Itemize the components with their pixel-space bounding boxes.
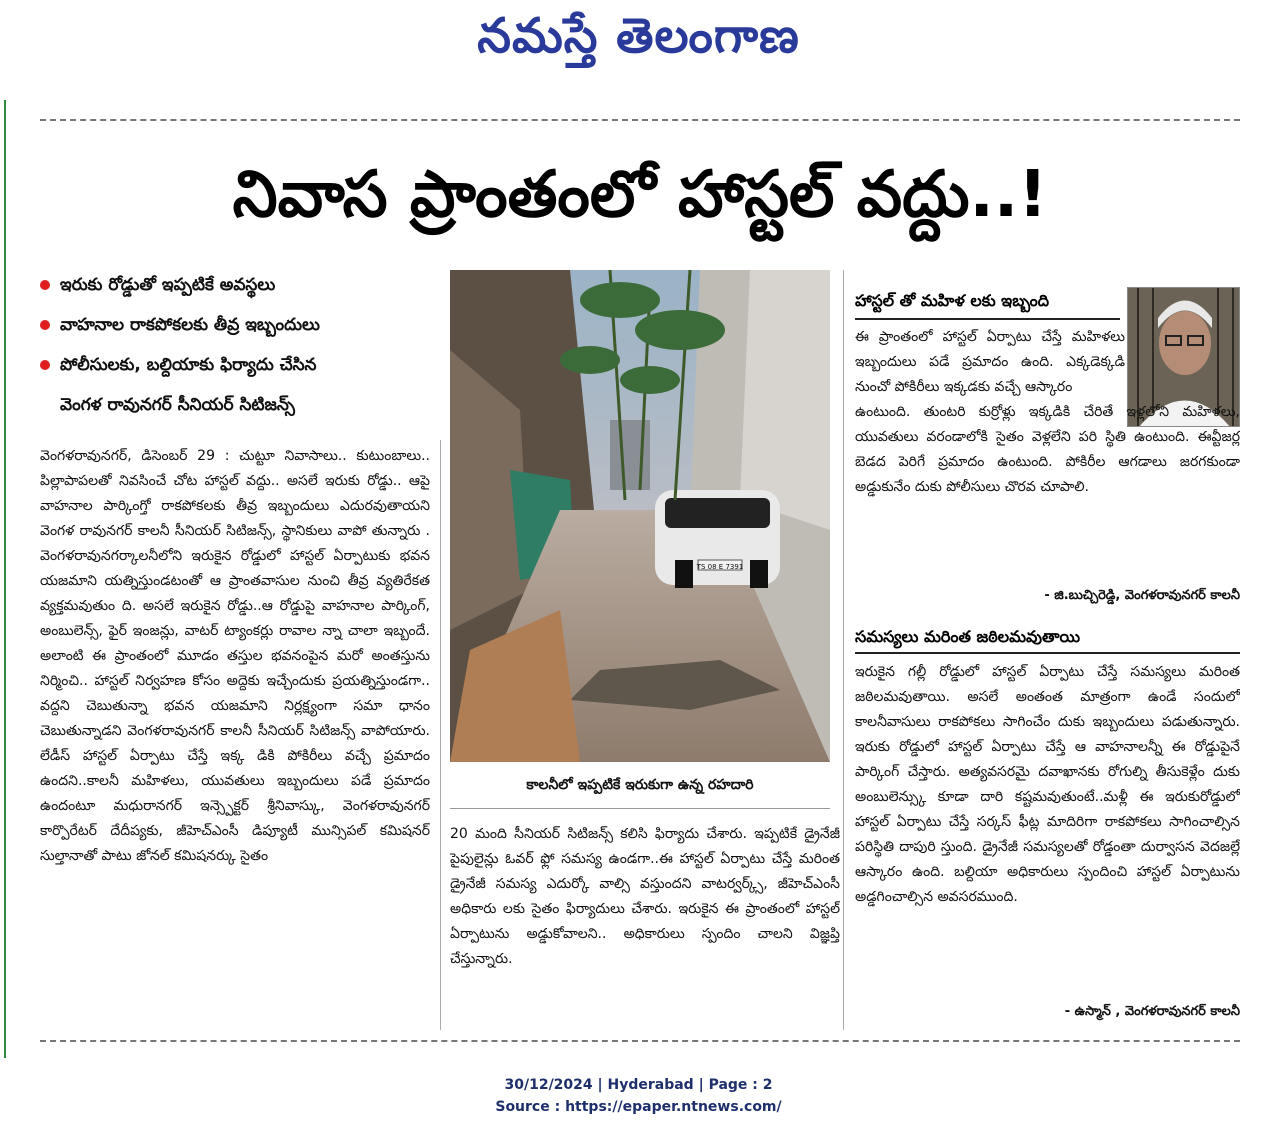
bullet-dot-icon [40, 280, 50, 290]
bullet-dot-icon [40, 360, 50, 370]
footer [0, 1074, 1277, 1118]
quote2-body: ఇరుకైన గల్లీ రోడ్డులో హాస్టల్ ఏర్పాటు చేస్తే సమస్యలు మరింత జఠిలమవుతాయి. అసలే అంతంత మాత్రంగా ఉండే సందులో కాలనీవాసులు రాకపోకలు సాగించేం దుకు ఇబ్బందులు పడుతున్నారు. ఇరుకు రోడ్డులో హాస్టల్ ఏర్పాటు చేస్తే ఆ వాహనాలన్నీ ఈ రోడ్డుపైనే పార్కింగ్ చేస్తారు. అత్యవసరమై దవాఖానకు రోగుల్ని తీసుకెళ్లేం దుకు అంబులెన్స్కు కూడా దారి కష్టమవుతుంటే..మళ్లీ ఈ ఇరుకురోడ్డులో హాస్టల్ ఏర్పాటు చేస్తే సర్కస్ ఫీట్ల మాదిరిగా రాకపోకలు సాగించాల్సిన పరిస్థితి దాపురి స్తుంది. డ్రైనేజీ సమస్యలతో రోడ్డంతా దుర్వాసన వెదజల్లే ఆస్కారం ఉంది. బల్దియా అధికారులు స్పందించి హాస్టల్ ఏర్పాటును అడ్డగించాల్సిన అవసరముంది. [855, 664, 1240, 905]
masthead [0, 0, 1277, 80]
footer-source-link[interactable]: Source : https://epaper.ntnews.com/ [495, 1099, 782, 1115]
quote1-heading: హాస్టల్ తో మహిళ లకు ఇబ్బంది [855, 291, 1050, 310]
bullet-item: వాహనాల రాకపోకలకు తీవ్ర ఇబ్బందులు [40, 310, 430, 340]
footer-date-line: 30/12/2024 | Hyderabad | Page : 2 [504, 1077, 773, 1093]
bullet-list [40, 270, 430, 420]
bottom-divider [40, 1040, 1240, 1042]
caption-divider [450, 808, 830, 809]
quote2-heading: సమస్యలు మరింత జఠిలమవుతాయి [855, 627, 1081, 646]
quote2-credit: - ఉస్మాన్ , వెంగళరావునగర్ కాలనీ [1064, 1004, 1240, 1019]
masthead-logo: నమస్తే తెలంగాణ [477, 8, 800, 64]
quote1-heading-rule [855, 318, 1120, 320]
top-divider [40, 119, 1240, 121]
bullet-dot-icon [40, 320, 50, 330]
quote1-body [855, 325, 1240, 585]
bullet-item: ఇరుకు రోడ్డుతో ఇప్పటికే అవస్థలు [40, 270, 430, 300]
bullet-continuation: వెంగళ రావునగర్ సీనియర్ సిటిజన్స్ [60, 395, 295, 415]
margin-line [4, 100, 6, 1058]
quote1-text-full: ఉంటుంది. తుంటరి కుర్రోళ్లు ఇక్కడికి చేరితే ఇళ్లలోని మహిళలు, యువతులు వరండాలోకి సైతం వెళ్లలేని పరి స్థితి ఉంటుంది. ఈవ్టీజర్ల బెడద పెరిగే ప్రమాదం ఉంటుంది. పోకిరీల ఆగడాలు జరగకుండా అడ్డుకునేం దుకు పోలీసులు చొరవ చూపాలి. [855, 404, 1240, 495]
middle-article: 20 మంది సీనియర్ సిటిజన్స్ కలిసి ఫిర్యాదు చేశారు. ఇప్పటికే డ్రైనేజీ పైపులైన్లు ఓవర్ ఫ్లో సమస్య ఉండగా..ఈ హాస్టల్ ఏర్పాటు చేస్తే మరింత డ్రైనేజీ సమస్య ఎదుర్కో వాల్సి వస్తుందని వాటర్వర్క్స్, జీహెచ్ఎంసీ అధికారు లకు సైతం ఫిర్యాదులు చేశారు. ఇరుకైన ఈ ప్రాంతంలో హాస్టల్ ఏర్పాటును అడ్డుకోవాలని.. అధికారులు స్పందిం చాలని విజ్ఞప్తి చేస్తున్నారు. [450, 826, 840, 967]
license-plate: TS 08 E 7391 [696, 563, 744, 571]
photo-caption: కాలనీలో ఇప్పటికే ఇరుకుగా ఉన్న రహదారి [526, 777, 754, 793]
quote2-heading-rule [855, 652, 1240, 654]
street-photo [450, 270, 830, 762]
quote1-credit: - జి.బుచ్చిరెడ్డి, వెంగళరావునగర్ కాలనీ [1044, 588, 1240, 603]
column-divider [440, 440, 441, 1030]
column-divider [843, 270, 844, 1030]
left-article: వెంగళరావునగర్, డిసెంబర్ 29 : చుట్టూ నివాసాలు.. కుటుంబాలు.. పిల్లాపాపలతో నివసించే చోట హాస్టల్ వద్దు.. అసలే ఇరుకు రోడ్డు.. ఆపై వాహనాల పార్కింగ్తో రాకపోకలకు తీవ్ర ఇబ్బందులు ఎదురవుతాయని వెంగళ రావునగర్ కాలనీ సీనియర్ సిటిజన్స్, స్థానికులు వాపో తున్నారు . వెంగళరావునగర్కాలనీలోని ఇరుకైన రోడ్డులో హాస్టల్ ఏర్పాటుకు భవన యజమాని యత్నిస్తుండటంతో ఆ ప్రాంతవాసుల నుంచి తీవ్ర వ్యతిరేకత వ్యక్తమవుతుం ది. అసలే ఇరుకైన రోడ్డు..ఆ రోడ్డుపై వాహనాల పార్కింగ్, అంబులెన్స్, ఫైర్ ఇంజన్లు, వాటర్ ట్యాంకర్లు రావాల న్నా చాలా ఇబ్బందే. అలాంటి ఈ ప్రాంతంలో మూడం తస్తుల భవనంపైన మరో అంతస్తును నిర్మించి.. హాస్టల్ నిర్వహణ కోసం అద్దెకు ఇచ్చేందుకు ప్రయత్నిస్తుండగా.. వద్దని చెబుతున్నా భవన యజమాని నిర్లక్ష్యంగా సమా ధానం చెబుతున్నాడని వెంగళరావునగర్ కాలనీ సీనియర్ సిటిజన్స్ వాపోయారు. లేడీస్ హాస్టల్ ఏర్పాటు చేస్తే ఇక్క డికి పోకిరీలు వచ్చే ప్రమాదం ఉందని..కాలనీ మహిళలు, యువతులు ఇబ్బందులు పడే ప్రమాదం ఉందంటూ మధురానగర్ ఇన్స్పెక్టర్ శ్రీనివాస్కు, వెంగళరావునగర్ కార్పొరేటర్ దేదీప్యకు, జీహెచ్ఎంసీ డిప్యూటీ మున్సిపల్ కమిషనర్ సుల్తానాతో పాటు జోనల్ కమిషనర్కు సైతం [40, 448, 430, 864]
headline: నివాస ప్రాంతంలో హాస్టల్ వద్దు..! [232, 158, 1048, 232]
bullet-item: పోలీసులకు, బల్దియాకు ఫిర్యాదు చేసిన [40, 350, 430, 380]
quote1-text-wrap: ఈ ప్రాంతంలో హాస్టల్ ఏర్పాటు చేస్తే మహిళలు ఇబ్బందులు పడే ప్రమాదం ఉంది. ఎక్కడెక్కడి నుంచో పోకిరీలు ఇక్కడకు వచ్చే ఆస్కారం [855, 329, 1125, 395]
